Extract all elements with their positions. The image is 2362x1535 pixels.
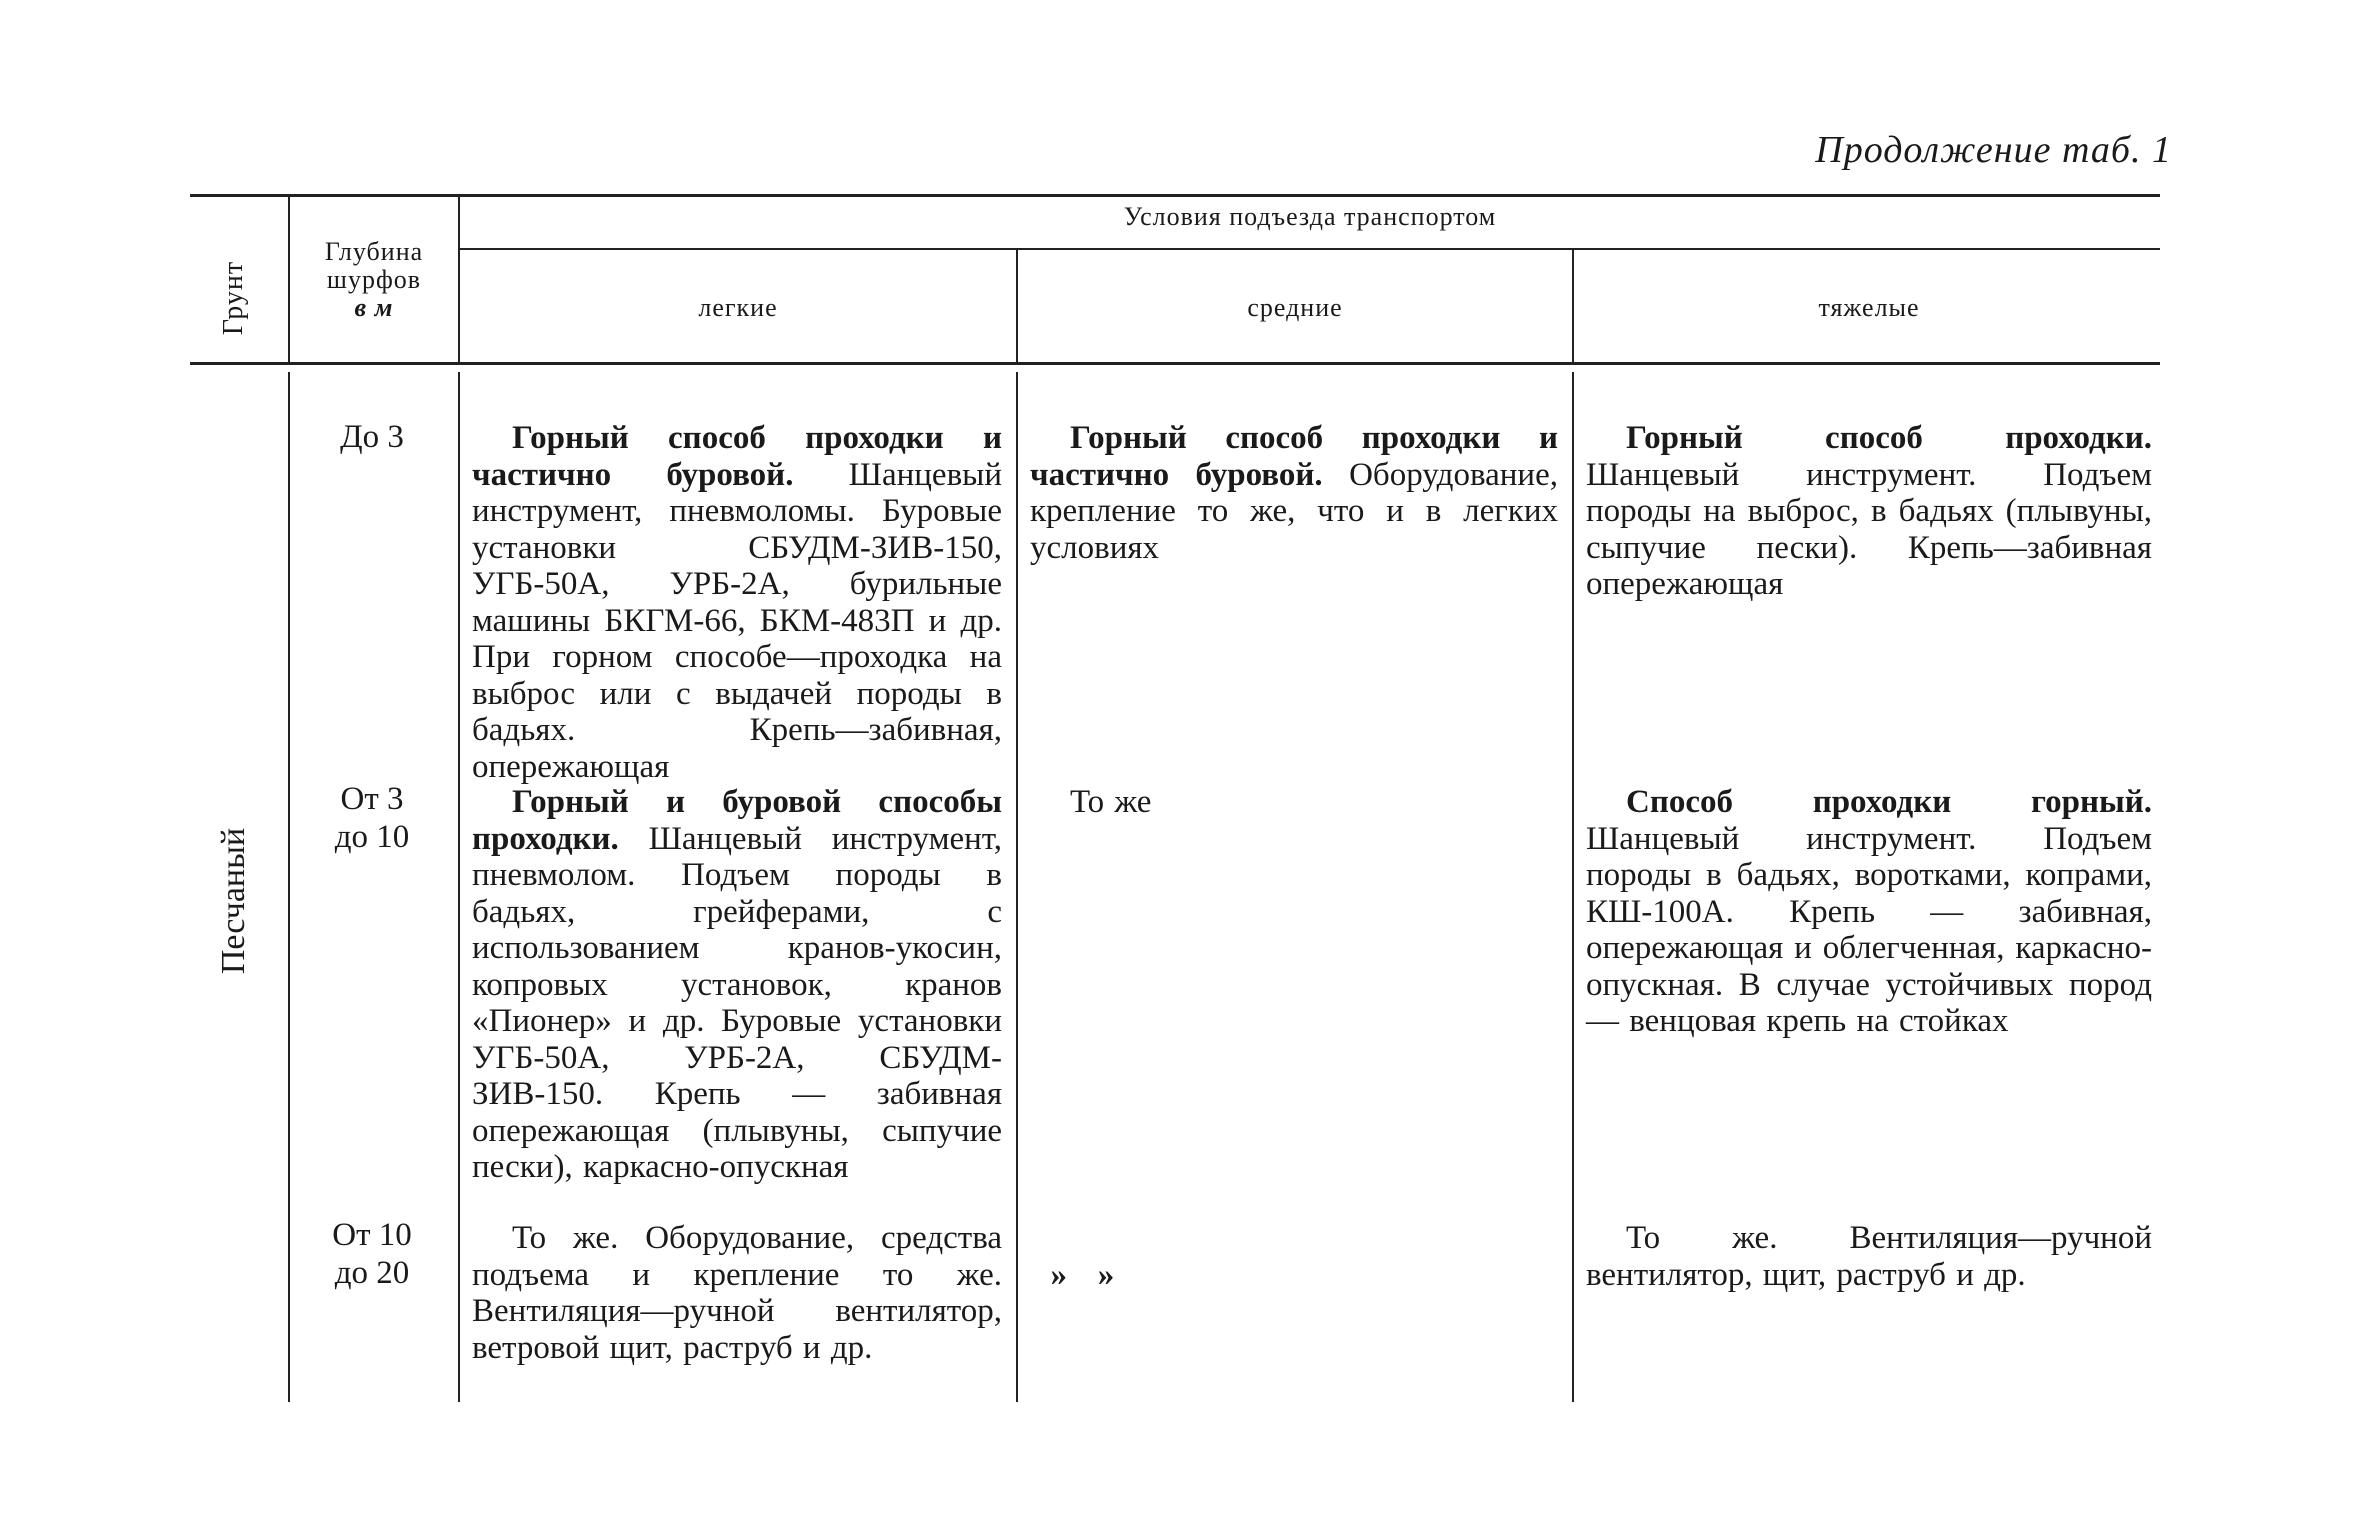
- row1-heavy: [1586, 420, 2152, 603]
- row1-depth-a: До 3: [340, 419, 404, 455]
- row2-depth-b: до 10: [334, 819, 410, 855]
- header-transport: Условия подъезда транспортом: [1123, 202, 1497, 231]
- row3-medium-text: » »: [1050, 1256, 1115, 1293]
- row3-depth-b: до 20: [334, 1255, 410, 1291]
- row2-light-bold: Горный и буровой способы проходки.: [472, 784, 1002, 857]
- row1-depth: [312, 418, 432, 456]
- row1-heavy-bold: Горный способ проходки.: [1626, 420, 2152, 456]
- row1-heavy-text: Шанцевый инструмент. Подъем породы на выброс, в бадьях (плывуны, сыпучие пески). Крепь—забивная опережающая: [1586, 456, 2152, 602]
- col-divider-depth-body: [458, 372, 460, 1402]
- row1-medium-text: Оборудование, крепление то же, что и в легких условиях: [1030, 456, 1558, 566]
- row3-heavy-text: То же. Вентиляция—ручной вентилятор, щит, раструб и др.: [1586, 1220, 2152, 1293]
- header-bottom-rule: [190, 362, 2160, 365]
- table-top-rule: [190, 194, 2160, 197]
- row3-depth: [312, 1216, 432, 1292]
- row2-heavy-text: Шанцевый инструмент. Подъем породы в бадьях, воротками, копрами, КШ-100А. Крепь — забивная, опережающая и облегченная, каркасно-опускная. В случае устойчивых пород — венцовая крепь на стойках: [1586, 820, 2152, 1039]
- col-divider-medium-body: [1572, 372, 1574, 1402]
- header-depth-line2: шурфов: [326, 265, 422, 294]
- header-depth-line3: в м: [354, 293, 394, 322]
- row1-medium: [1030, 420, 1558, 566]
- header-medium: средние: [1247, 293, 1343, 322]
- transport-header-rule: [460, 248, 2160, 250]
- header-soil: Грунт: [218, 260, 249, 336]
- row2-light: [472, 784, 1002, 1186]
- row1-light-text: Шанцевый инструмент, пневмоломы. Буровые установки СБУДМ-ЗИВ-150, УГБ-50А, УРБ-2А, бурильные машины БКГМ-66, БКМ-483П и др. При горном способе—проходка на выброс или с выдачей породы в бадьях. Крепь—забивная, опережающая: [472, 456, 1002, 785]
- row3-light: [472, 1220, 1002, 1366]
- soil-value: Песчаный: [215, 827, 252, 975]
- row3-depth-a: От 10: [332, 1217, 412, 1253]
- header-light: легкие: [698, 293, 778, 322]
- table-caption: Продолжение таб. 1: [1815, 129, 2172, 171]
- header-heavy: тяжелые: [1818, 293, 1920, 322]
- row2-medium-text: То же: [1070, 784, 1152, 820]
- row2-heavy-bold: Способ проходки горный.: [1626, 784, 2152, 820]
- row2-heavy: [1586, 784, 2152, 1040]
- row3-medium: [1030, 1220, 1558, 1293]
- header-depth-line1: Глубина: [324, 237, 424, 266]
- col-divider-soil: [288, 196, 290, 362]
- row3-heavy: [1586, 1220, 2152, 1293]
- col-divider-soil-body: [288, 372, 290, 1402]
- col-divider-light-body: [1016, 372, 1018, 1402]
- header-depth: [292, 238, 456, 322]
- row1-light: [472, 420, 1002, 785]
- row1-light-bold: Горный способ проходки и частично буровой.: [472, 420, 1002, 493]
- row2-depth: [312, 780, 432, 856]
- row1-medium-bold: Горный способ проходки и частично буровой.: [1030, 420, 1558, 493]
- row3-light-text: То же. Оборудование, средства подъема и крепление то же. Вентиляция—ручной вентилятор, ветровой щит, раструб и др.: [472, 1220, 1002, 1366]
- row2-medium: [1030, 784, 1558, 821]
- row2-depth-a: От 3: [340, 781, 404, 817]
- row2-light-text: Шанцевый инструмент, пневмолом. Подъем породы в бадьях, грейферами, с использованием кранов-укосин, копровых установок, кранов «Пионер» и др. Буровые установки УГБ-50А, УРБ-2А, СБУДМ-ЗИВ-150. Крепь — забивная опережающая (плывуны, сыпучие пески), каркасно-опускная: [472, 820, 1002, 1185]
